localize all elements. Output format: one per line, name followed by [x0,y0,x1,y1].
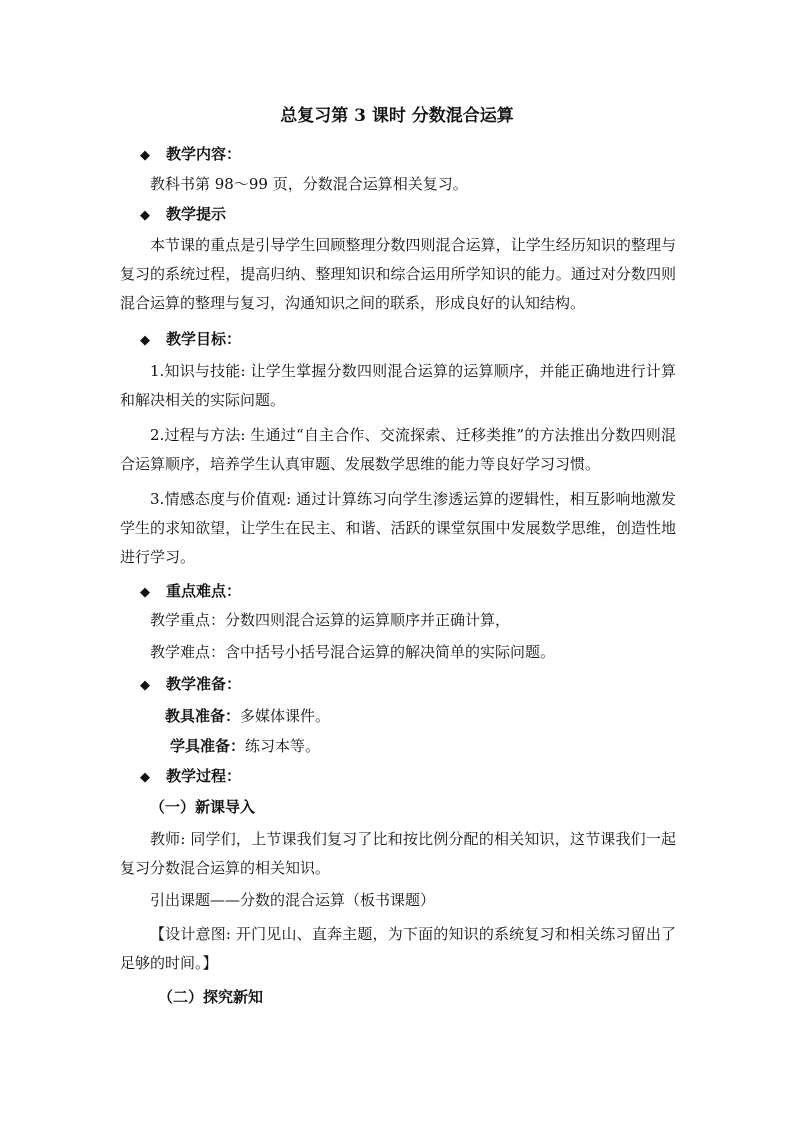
goal-item-3: 3.情感态度与价值观: 通过计算练习向学生渗透运算的逻辑性，相互影响地激发学生的求知欲望，让学生在民主、和谐、活跃的课堂氛围中发展数学思维，创造性地进行学习。 [120,490,676,566]
goal-item-1: 1.知识与技能: 让学生掌握分数四则混合运算的运算顺序，并能正确地进行计算和解决相关的实际问题。 [120,362,676,409]
process-design-intent: 【设计意图: 开门见山、直奔主题，为下面的知识的系统复习和相关练习留出了足够的时间。】 [120,925,676,972]
diamond-bullet-icon: ◆ [140,208,150,223]
prep-student [170,735,320,757]
section-heading-goals [140,328,241,352]
diamond-bullet-icon: ◆ [140,333,150,348]
document-title: 总复习第 3 课时 分数混合运算 [280,106,514,126]
heading-text: 教学准备： [166,675,242,693]
prep-teacher-label: 教具准备： [165,707,241,725]
tips-paragraph: 本节课的重点是引导学生回顾整理分数四则混合运算，让学生经历知识的整理与复习的系统过程，提高归纳、整理知识和综合运用所学知识的能力。通过对分数四则混合运算的整理与复习，沟通知识之间的联系，形成良好的认知结构。 [120,236,676,312]
process-teacher-talk: 教师: 同学们，上节课我们复习了比和按比例分配的相关知识，这节课我们一起复习分数混合运算的相关知识。 [120,830,676,877]
section-heading-content [140,143,241,167]
heading-text: 教学提示 [166,205,227,223]
diamond-bullet-icon: ◆ [140,678,150,693]
section-heading-process [140,765,241,789]
heading-text: 重点难点： [166,582,242,600]
heading-text: 教学过程： [166,767,242,785]
keypoint-difficulty: 教学难点：含中括号小括号混合运算的解决简单的实际问题。 [150,643,556,661]
goal-item-2: 2.过程与方法: 生通过“自主合作、交流探索、迁移类推”的方法推出分数四则混合运算顺序，培养学生认真审题、发展数学思维的能力等良好学习习惯。 [120,426,676,473]
prep-student-value: 练习本等。 [245,737,321,755]
diamond-bullet-icon: ◆ [140,148,150,163]
section-heading-prep [140,673,241,697]
prep-teacher-value: 多媒体课件。 [240,707,331,725]
prep-teacher [165,705,330,727]
diamond-bullet-icon: ◆ [140,585,150,600]
process-topic: 引出课题——分数的混合运算（板书课题） [150,891,436,909]
section-heading-tips [140,203,226,227]
heading-text: 教学内容： [166,145,242,163]
content-text: 教科书第 98～99 页，分数混合运算相关复习。 [150,175,468,193]
process-part2-heading: （二）探究新知 [158,988,264,1006]
process-part1-heading: （一）新课导入 [150,798,256,816]
heading-text: 教学目标： [166,330,242,348]
keypoint-focus: 教学重点：分数四则混合运算的运算顺序并正确计算， [150,611,511,629]
prep-student-label: 学具准备： [170,737,246,755]
diamond-bullet-icon: ◆ [140,770,150,785]
section-heading-keypoints [140,580,241,604]
